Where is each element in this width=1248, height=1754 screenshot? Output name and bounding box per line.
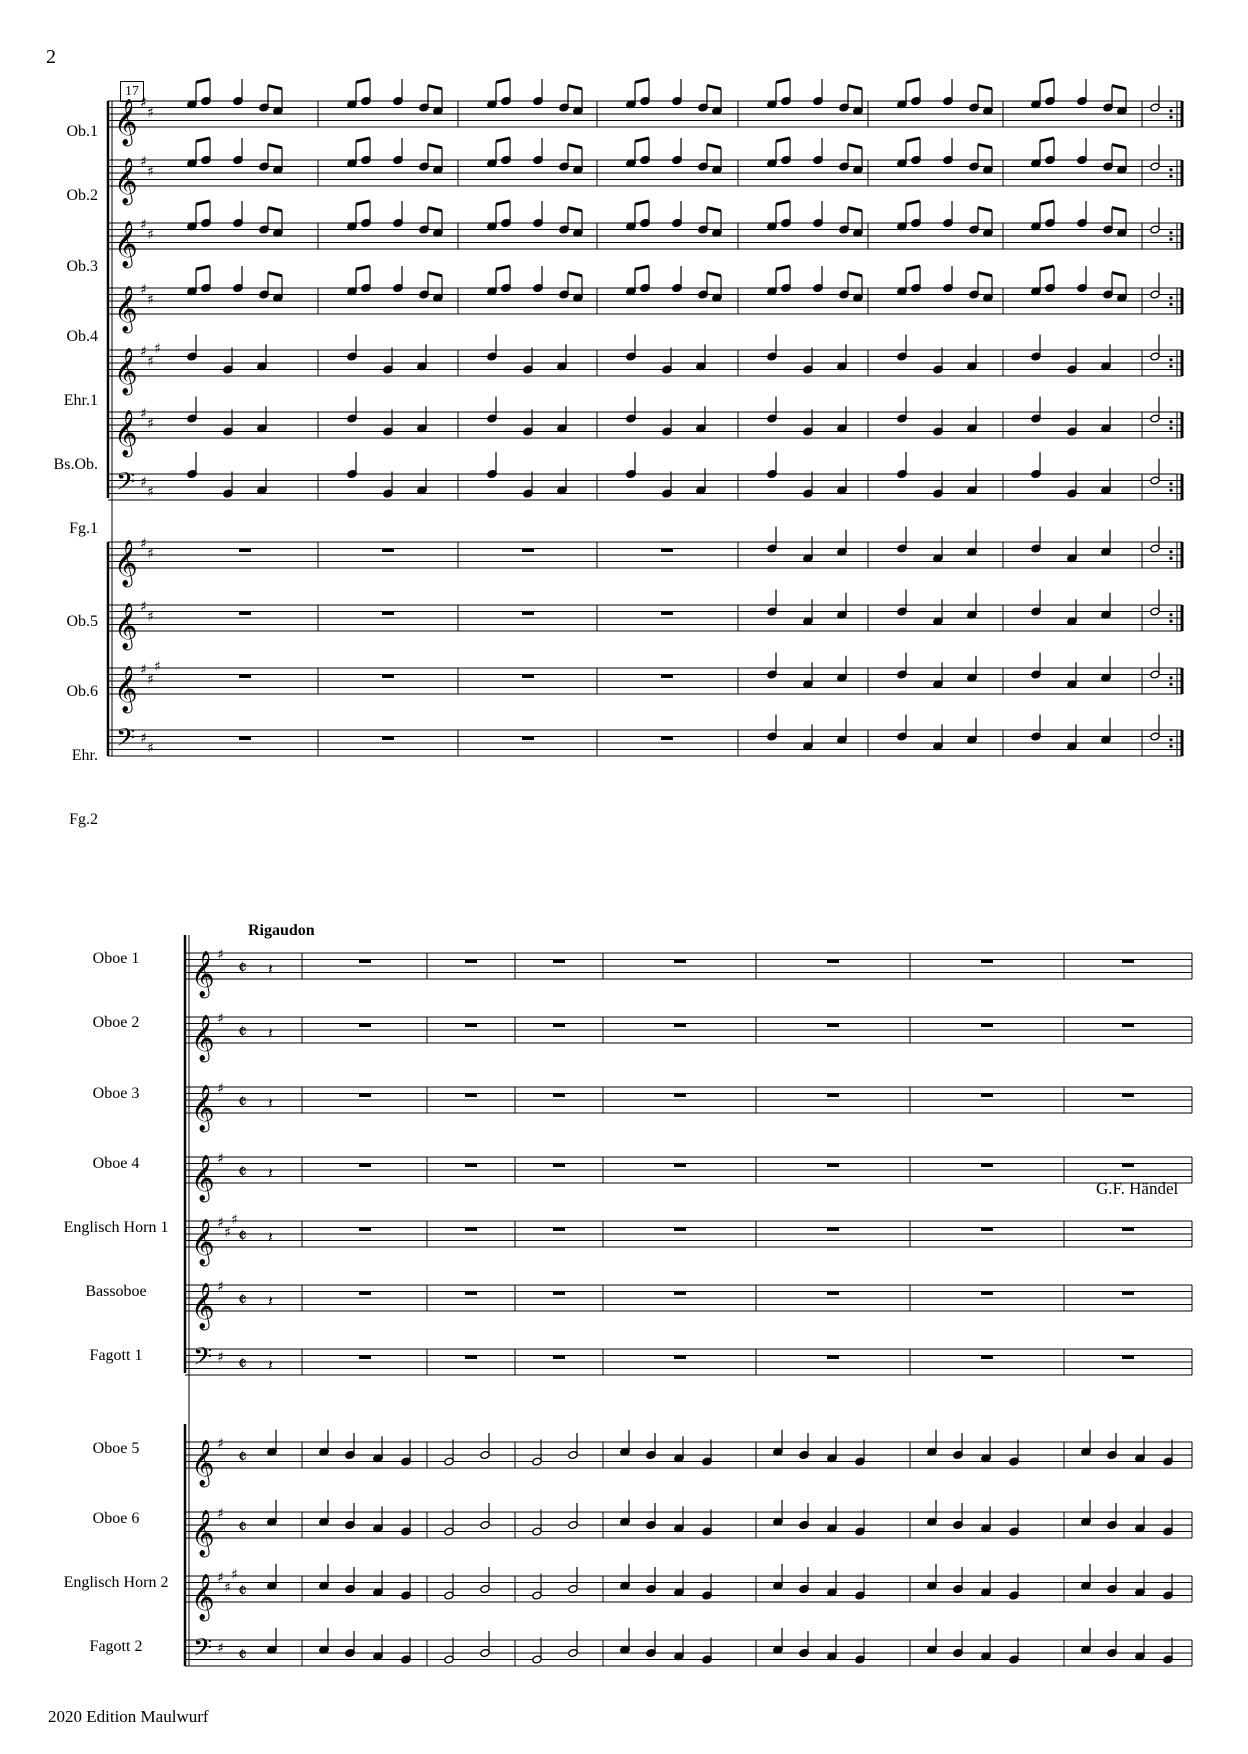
- whole-rest: [674, 1024, 686, 1028]
- key-signature-sharp: ♯: [217, 1436, 224, 1452]
- time-signature: 𝄵: [238, 1089, 247, 1114]
- repeat-dot: [1169, 676, 1172, 679]
- whole-rest: [827, 1094, 839, 1098]
- beam: [356, 266, 370, 269]
- whole-rest: [981, 1292, 993, 1296]
- repeat-dot: [1169, 420, 1172, 423]
- treble-clef: 𝄞: [114, 348, 138, 394]
- key-signature-sharp: ♯: [147, 671, 154, 688]
- repeat-dot: [1169, 358, 1172, 361]
- whole-rest: [674, 1094, 686, 1098]
- quarter-rest: 𝄽: [268, 1093, 273, 1113]
- beam: [568, 86, 582, 89]
- key-signature-sharp: ♯: [231, 1566, 238, 1583]
- key-signature-sharp: ♯: [217, 1640, 224, 1657]
- key-signature-sharp: ♯: [217, 1279, 224, 1295]
- whole-rest: [465, 1094, 477, 1098]
- beam: [978, 145, 992, 148]
- beam: [268, 86, 282, 89]
- key-signature-sharp: ♯: [147, 353, 154, 370]
- beam: [1112, 273, 1126, 276]
- whole-rest: [827, 1292, 839, 1296]
- beam: [848, 273, 862, 276]
- time-signature: 𝄵: [238, 1578, 247, 1603]
- treble-clef: 𝄞: [191, 1283, 215, 1329]
- key-signature-sharp: ♯: [217, 1081, 224, 1097]
- beam: [568, 273, 582, 276]
- whole-rest: [382, 549, 394, 553]
- repeat-dot: [1169, 683, 1172, 686]
- key-signature-sharp: ♯: [140, 406, 147, 422]
- instrument-label: Bs.Ob.: [53, 456, 98, 473]
- treble-clef: 𝄞: [114, 603, 138, 649]
- beam: [906, 79, 920, 82]
- whole-rest: [382, 737, 394, 741]
- beam: [848, 86, 862, 89]
- beam: [776, 266, 790, 269]
- repeat-dot: [1169, 116, 1172, 119]
- key-signature-sharp: ♯: [140, 599, 147, 615]
- key-signature-sharp: ♯: [231, 1211, 238, 1228]
- whole-rest: [674, 960, 686, 964]
- repeat-dot: [1169, 489, 1172, 492]
- beam: [1040, 79, 1054, 82]
- key-signature-sharp: ♯: [217, 1506, 224, 1522]
- whole-rest: [239, 612, 251, 616]
- instrument-label: Ob.6: [66, 683, 98, 700]
- beam: [906, 138, 920, 141]
- key-signature-sharp: ♯: [140, 730, 147, 747]
- bass-clef: 𝄢: [193, 1342, 213, 1378]
- instrument-label: Ob.2: [66, 187, 98, 204]
- treble-clef: 𝄞: [191, 1219, 215, 1265]
- key-signature-sharp: ♯: [147, 291, 154, 308]
- key-signature-sharp: ♯: [147, 415, 154, 432]
- instrument-label: Ehr.: [71, 747, 98, 764]
- bass-clef: 𝄢: [116, 467, 136, 503]
- key-signature-sharp: ♯: [147, 104, 154, 121]
- beam: [906, 266, 920, 269]
- beam: [707, 145, 721, 148]
- key-signature-sharp: ♯: [140, 662, 147, 678]
- beam: [428, 273, 442, 276]
- beam: [356, 79, 370, 82]
- instrument-label: Fg.2: [69, 811, 98, 828]
- whole-rest: [674, 1228, 686, 1232]
- instrument-label: Ehr.1: [63, 392, 98, 409]
- beam: [428, 208, 442, 211]
- repeat-dot: [1169, 168, 1172, 171]
- whole-rest: [981, 1024, 993, 1028]
- whole-rest: [359, 1228, 371, 1232]
- treble-clef: 𝄞: [191, 1155, 215, 1201]
- beam: [776, 138, 790, 141]
- beam: [776, 79, 790, 82]
- whole-rest: [827, 1356, 839, 1360]
- key-signature-sharp: ♯: [140, 344, 147, 360]
- whole-rest: [981, 1094, 993, 1098]
- instrument-label: Fg.1: [69, 520, 98, 537]
- instrument-label: Oboe 2: [92, 1014, 140, 1031]
- whole-rest: [522, 737, 534, 741]
- whole-rest: [239, 549, 251, 553]
- repeat-dot: [1169, 109, 1172, 112]
- whole-rest: [661, 737, 673, 741]
- whole-rest: [359, 1292, 371, 1296]
- treble-clef: 𝄞: [114, 540, 138, 586]
- whole-rest: [553, 1356, 565, 1360]
- whole-rest: [1122, 960, 1134, 964]
- instrument-label: Ob.4: [66, 328, 98, 345]
- beam: [1112, 86, 1126, 89]
- whole-rest: [661, 549, 673, 553]
- composer: G.F. Händel: [1096, 1179, 1179, 1198]
- whole-rest: [553, 1094, 565, 1098]
- whole-rest: [553, 1164, 565, 1168]
- whole-rest: [827, 960, 839, 964]
- whole-rest: [827, 1228, 839, 1232]
- beam: [268, 208, 282, 211]
- key-signature-sharp: ♯: [217, 947, 224, 963]
- whole-rest: [1122, 1356, 1134, 1360]
- whole-rest: [981, 1356, 993, 1360]
- repeat-dot: [1169, 175, 1172, 178]
- whole-rest: [239, 737, 251, 741]
- treble-clef: 𝄞: [114, 410, 138, 456]
- repeat-dot: [1169, 738, 1172, 741]
- treble-clef: 𝄞: [191, 1440, 215, 1486]
- whole-rest: [1122, 1164, 1134, 1168]
- beam: [978, 86, 992, 89]
- instrument-label: Oboe 5: [92, 1440, 140, 1457]
- key-signature-sharp: ♯: [217, 1349, 224, 1366]
- treble-clef: 𝄞: [191, 951, 215, 997]
- beam: [848, 145, 862, 148]
- repeat-dot: [1169, 620, 1172, 623]
- key-signature-sharp: ♯: [217, 1011, 224, 1027]
- beam: [1040, 201, 1054, 204]
- beam: [1112, 145, 1126, 148]
- time-signature: 𝄵: [238, 1351, 247, 1376]
- beam: [496, 138, 510, 141]
- repeat-dot: [1169, 745, 1172, 748]
- repeat-dot: [1169, 550, 1172, 553]
- whole-rest: [553, 1024, 565, 1028]
- key-signature-sharp: ♯: [154, 658, 161, 675]
- instrument-label: Oboe 1: [92, 950, 140, 967]
- key-signature-sharp: ♯: [140, 282, 147, 298]
- beam: [635, 79, 649, 82]
- repeat-dot: [1169, 231, 1172, 234]
- beam: [978, 273, 992, 276]
- quarter-rest: 𝄽: [268, 959, 273, 979]
- key-signature-sharp: ♯: [140, 536, 147, 552]
- whole-rest: [661, 612, 673, 616]
- instrument-label: Oboe 3: [92, 1085, 140, 1102]
- whole-rest: [522, 675, 534, 679]
- page-number: 2: [46, 46, 56, 68]
- whole-rest: [465, 1164, 477, 1168]
- treble-clef: 𝄞: [114, 99, 138, 145]
- beam: [1112, 208, 1126, 211]
- time-signature: 𝄵: [238, 955, 247, 980]
- whole-rest: [1122, 1228, 1134, 1232]
- treble-clef: 𝄞: [191, 1510, 215, 1556]
- whole-rest: [827, 1024, 839, 1028]
- key-signature-sharp: ♯: [140, 95, 147, 111]
- beam: [978, 208, 992, 211]
- beam: [496, 201, 510, 204]
- treble-clef: 𝄞: [114, 666, 138, 712]
- key-signature-sharp: ♯: [217, 1570, 224, 1586]
- quarter-rest: 𝄽: [268, 1355, 273, 1375]
- beam: [635, 201, 649, 204]
- whole-rest: [1122, 1292, 1134, 1296]
- time-signature: 𝄵: [238, 1444, 247, 1469]
- beam: [707, 208, 721, 211]
- beam: [496, 79, 510, 82]
- beam: [906, 201, 920, 204]
- whole-rest: [359, 1094, 371, 1098]
- time-signature: 𝄵: [238, 1642, 247, 1667]
- whole-rest: [239, 675, 251, 679]
- whole-rest: [674, 1356, 686, 1360]
- whole-rest: [553, 1228, 565, 1232]
- key-signature-sharp: ♯: [217, 1151, 224, 1167]
- repeat-dot: [1169, 482, 1172, 485]
- footer-edition: 2020 Edition Maulwurf: [48, 1707, 209, 1726]
- instrument-label: Englisch Horn 1: [63, 1219, 169, 1236]
- key-signature-sharp: ♯: [217, 1215, 224, 1231]
- instrument-label: Englisch Horn 2: [63, 1574, 169, 1591]
- repeat-dot: [1169, 613, 1172, 616]
- key-signature-sharp: ♯: [147, 226, 154, 243]
- instrument-label: Ob.5: [66, 613, 98, 630]
- beam: [568, 208, 582, 211]
- whole-rest: [359, 960, 371, 964]
- time-signature: 𝄵: [238, 1223, 247, 1248]
- whole-rest: [522, 612, 534, 616]
- repeat-dot: [1169, 303, 1172, 306]
- instrument-label: Ob.3: [66, 258, 98, 275]
- whole-rest: [1122, 1024, 1134, 1028]
- whole-rest: [522, 549, 534, 553]
- time-signature: 𝄵: [238, 1287, 247, 1312]
- whole-rest: [981, 1164, 993, 1168]
- treble-clef: 𝄞: [114, 286, 138, 332]
- beam: [707, 86, 721, 89]
- beam: [428, 86, 442, 89]
- whole-rest: [1122, 1094, 1134, 1098]
- whole-rest: [382, 675, 394, 679]
- repeat-dot: [1169, 238, 1172, 241]
- treble-clef: 𝄞: [114, 221, 138, 267]
- key-signature-sharp: ♯: [140, 217, 147, 233]
- treble-clef: 𝄞: [191, 1015, 215, 1061]
- whole-rest: [465, 1024, 477, 1028]
- bass-clef: 𝄢: [116, 723, 136, 759]
- beam: [196, 266, 210, 269]
- quarter-rest: 𝄽: [268, 1163, 273, 1183]
- whole-rest: [465, 1292, 477, 1296]
- key-signature-sharp: ♯: [147, 608, 154, 625]
- beam: [196, 201, 210, 204]
- beam: [356, 138, 370, 141]
- instrument-label: Bassoboe: [85, 1283, 147, 1300]
- key-signature-sharp: ♯: [147, 740, 154, 757]
- beam: [428, 145, 442, 148]
- beam: [848, 208, 862, 211]
- beam: [196, 138, 210, 141]
- beam: [496, 266, 510, 269]
- time-signature: 𝄵: [238, 1514, 247, 1539]
- quarter-rest: 𝄽: [268, 1023, 273, 1043]
- treble-clef: 𝄞: [114, 158, 138, 204]
- beam: [1040, 266, 1054, 269]
- whole-rest: [981, 960, 993, 964]
- instrument-label: Oboe 4: [92, 1155, 140, 1172]
- beam: [268, 145, 282, 148]
- treble-clef: 𝄞: [191, 1085, 215, 1131]
- rehearsal-mark: 17: [120, 81, 144, 102]
- key-signature-sharp: ♯: [224, 1224, 231, 1241]
- instrument-label: Ob.1: [66, 123, 98, 140]
- whole-rest: [465, 1356, 477, 1360]
- quarter-rest: 𝄽: [268, 1291, 273, 1311]
- beam: [635, 138, 649, 141]
- repeat-dot: [1169, 296, 1172, 299]
- key-signature-sharp: ♯: [140, 154, 147, 170]
- instrument-label: Fagott 1: [89, 1347, 143, 1364]
- time-signature: 𝄵: [238, 1019, 247, 1044]
- key-signature-sharp: ♯: [147, 545, 154, 562]
- key-signature-sharp: ♯: [147, 163, 154, 180]
- key-signature-sharp: ♯: [147, 484, 154, 501]
- piece-title: Rigaudon: [248, 922, 315, 939]
- key-signature-sharp: ♯: [140, 474, 147, 491]
- beam: [268, 273, 282, 276]
- beam: [196, 79, 210, 82]
- whole-rest: [359, 1356, 371, 1360]
- bass-clef: 𝄢: [193, 1633, 213, 1669]
- whole-rest: [981, 1228, 993, 1232]
- instrument-label: Fagott 2: [89, 1638, 143, 1655]
- whole-rest: [674, 1292, 686, 1296]
- whole-rest: [465, 1228, 477, 1232]
- treble-clef: 𝄞: [191, 1574, 215, 1620]
- beam: [776, 201, 790, 204]
- instrument-label: Oboe 6: [92, 1510, 140, 1527]
- whole-rest: [465, 960, 477, 964]
- beam: [635, 266, 649, 269]
- whole-rest: [553, 960, 565, 964]
- repeat-dot: [1169, 557, 1172, 560]
- beam: [568, 145, 582, 148]
- time-signature: 𝄵: [238, 1159, 247, 1184]
- repeat-dot: [1169, 427, 1172, 430]
- whole-rest: [827, 1164, 839, 1168]
- whole-rest: [661, 675, 673, 679]
- whole-rest: [382, 612, 394, 616]
- repeat-dot: [1169, 365, 1172, 368]
- quarter-rest: 𝄽: [268, 1227, 273, 1247]
- beam: [356, 201, 370, 204]
- key-signature-sharp: ♯: [224, 1579, 231, 1596]
- whole-rest: [359, 1164, 371, 1168]
- whole-rest: [674, 1164, 686, 1168]
- beam: [1040, 138, 1054, 141]
- whole-rest: [359, 1024, 371, 1028]
- whole-rest: [553, 1292, 565, 1296]
- key-signature-sharp: ♯: [154, 340, 161, 357]
- beam: [707, 273, 721, 276]
